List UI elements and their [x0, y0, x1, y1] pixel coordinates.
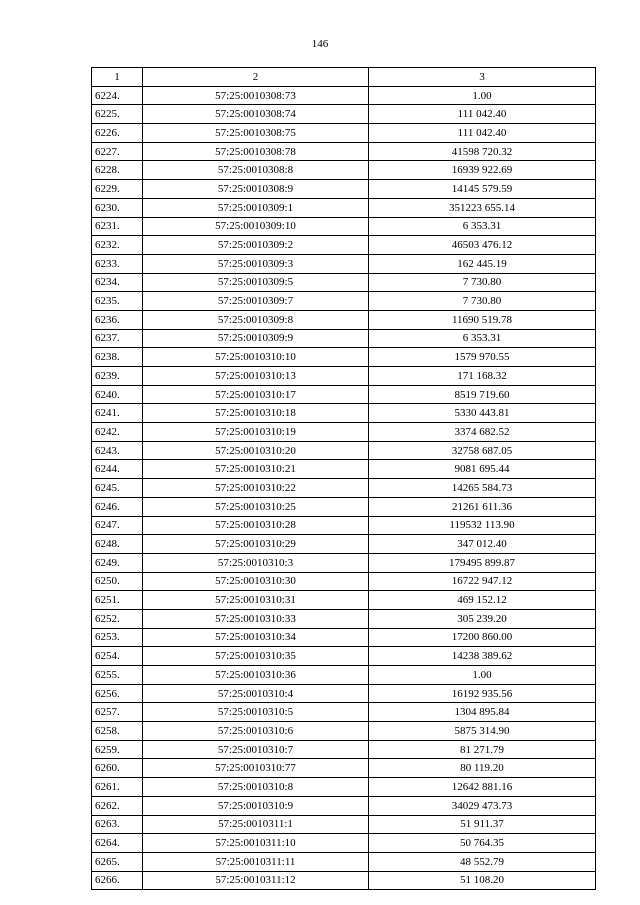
- cadastral-number-cell: 57:25:0010310:29: [143, 535, 369, 554]
- row-index-cell: 6224.: [92, 86, 143, 105]
- table-row: [92, 609, 596, 628]
- cadastral-value-cell: 8519 719.60: [369, 385, 596, 404]
- cadastral-number-cell: 57:25:0010309:5: [143, 273, 369, 292]
- cadastral-number-cell: 57:25:0010308:9: [143, 180, 369, 199]
- cadastral-value-cell: 51 911.37: [369, 815, 596, 834]
- row-index-cell: 6232.: [92, 236, 143, 255]
- cadastral-value-cell: 1.00: [369, 666, 596, 685]
- row-index-cell: 6247.: [92, 516, 143, 535]
- row-index-cell: 6248.: [92, 535, 143, 554]
- row-index-cell: 6227.: [92, 142, 143, 161]
- cadastral-value-cell: 14265 584.73: [369, 479, 596, 498]
- row-index-cell: 6231.: [92, 217, 143, 236]
- cadastral-number-cell: 57:25:0010310:77: [143, 759, 369, 778]
- table-row: [92, 441, 596, 460]
- cadastral-number-cell: 57:25:0010310:19: [143, 423, 369, 442]
- cadastral-value-cell: 162 445.19: [369, 254, 596, 273]
- cadastral-value-cell: 469 152.12: [369, 591, 596, 610]
- table-row: [92, 647, 596, 666]
- table-body: [92, 86, 596, 890]
- cadastral-number-cell: 57:25:0010309:3: [143, 254, 369, 273]
- cadastral-number-cell: 57:25:0010310:10: [143, 348, 369, 367]
- table-row: [92, 161, 596, 180]
- table-row: [92, 666, 596, 685]
- row-index-cell: 6251.: [92, 591, 143, 610]
- cadastral-number-cell: 57:25:0010311:11: [143, 852, 369, 871]
- table-row: [92, 703, 596, 722]
- cadastral-value-cell: 46503 476.12: [369, 236, 596, 255]
- table-row: [92, 852, 596, 871]
- table-row: [92, 310, 596, 329]
- cadastral-value-cell: 111 042.40: [369, 124, 596, 143]
- row-index-cell: 6242.: [92, 423, 143, 442]
- cadastral-value-cell: 1.00: [369, 86, 596, 105]
- cadastral-value-cell: 179495 899.87: [369, 553, 596, 572]
- cadastral-number-cell: 57:25:0010310:18: [143, 404, 369, 423]
- cadastral-number-cell: 57:25:0010310:3: [143, 553, 369, 572]
- cadastral-number-cell: 57:25:0010310:25: [143, 497, 369, 516]
- row-index-cell: 6243.: [92, 441, 143, 460]
- cadastral-number-cell: 57:25:0010311:1: [143, 815, 369, 834]
- cadastral-value-cell: 5875 314.90: [369, 722, 596, 741]
- table-row: [92, 684, 596, 703]
- table-row: [92, 572, 596, 591]
- cadastral-number-cell: 57:25:0010309:9: [143, 329, 369, 348]
- table-row: [92, 759, 596, 778]
- row-index-cell: 6236.: [92, 310, 143, 329]
- cadastral-number-cell: 57:25:0010310:33: [143, 609, 369, 628]
- row-index-cell: 6264.: [92, 834, 143, 853]
- row-index-cell: 6239.: [92, 367, 143, 386]
- cadastral-value-cell: 14238 389.62: [369, 647, 596, 666]
- table-row: [92, 423, 596, 442]
- row-index-cell: 6256.: [92, 684, 143, 703]
- table-row: [92, 329, 596, 348]
- table-row: [92, 236, 596, 255]
- cadastral-value-cell: 5330 443.81: [369, 404, 596, 423]
- cadastral-number-cell: 57:25:0010310:6: [143, 722, 369, 741]
- row-index-cell: 6265.: [92, 852, 143, 871]
- table-row: [92, 553, 596, 572]
- row-index-cell: 6257.: [92, 703, 143, 722]
- cadastral-value-cell: 7 730.80: [369, 292, 596, 311]
- cadastral-number-cell: 57:25:0010309:7: [143, 292, 369, 311]
- cadastral-value-cell: 14145 579.59: [369, 180, 596, 199]
- cadastral-number-cell: 57:25:0010309:1: [143, 198, 369, 217]
- row-index-cell: 6237.: [92, 329, 143, 348]
- cadastral-number-cell: 57:25:0010310:30: [143, 572, 369, 591]
- column-header-cadastral-number: 2: [143, 68, 369, 87]
- column-header-value: 3: [369, 68, 596, 87]
- cadastral-value-cell: 21261 611.36: [369, 497, 596, 516]
- cadastral-value-cell: 16722 947.12: [369, 572, 596, 591]
- cadastral-number-cell: 57:25:0010310:17: [143, 385, 369, 404]
- table-row: [92, 142, 596, 161]
- table-row: [92, 105, 596, 124]
- row-index-cell: 6244.: [92, 460, 143, 479]
- table-row: [92, 796, 596, 815]
- cadastral-value-cell: 16939 922.69: [369, 161, 596, 180]
- row-index-cell: 6260.: [92, 759, 143, 778]
- cadastral-value-cell: 32758 687.05: [369, 441, 596, 460]
- table-row: [92, 292, 596, 311]
- row-index-cell: 6254.: [92, 647, 143, 666]
- table-row: [92, 516, 596, 535]
- table-row: [92, 479, 596, 498]
- row-index-cell: 6233.: [92, 254, 143, 273]
- row-index-cell: 6228.: [92, 161, 143, 180]
- cadastral-value-cell: 111 042.40: [369, 105, 596, 124]
- table-row: [92, 367, 596, 386]
- row-index-cell: 6250.: [92, 572, 143, 591]
- cadastral-value-cell: 81 271.79: [369, 740, 596, 759]
- table-row: [92, 348, 596, 367]
- cadastral-number-cell: 57:25:0010310:9: [143, 796, 369, 815]
- table-row: [92, 591, 596, 610]
- table-row: [92, 497, 596, 516]
- row-index-cell: 6266.: [92, 871, 143, 890]
- cadastral-number-cell: 57:25:0010310:28: [143, 516, 369, 535]
- cadastral-number-cell: 57:25:0010310:13: [143, 367, 369, 386]
- cadastral-value-cell: 305 239.20: [369, 609, 596, 628]
- table-row: [92, 198, 596, 217]
- cadastral-value-cell: 1304 895.84: [369, 703, 596, 722]
- row-index-cell: 6238.: [92, 348, 143, 367]
- column-header-index: 1: [92, 68, 143, 87]
- row-index-cell: 6252.: [92, 609, 143, 628]
- table-row: [92, 535, 596, 554]
- cadastral-value-cell: 6 353.31: [369, 217, 596, 236]
- table-row: [92, 628, 596, 647]
- row-index-cell: 6246.: [92, 497, 143, 516]
- cadastral-value-cell: 16192 935.56: [369, 684, 596, 703]
- cadastral-number-cell: 57:25:0010310:22: [143, 479, 369, 498]
- cadastral-number-cell: 57:25:0010309:10: [143, 217, 369, 236]
- cadastral-value-cell: 171 168.32: [369, 367, 596, 386]
- row-index-cell: 6253.: [92, 628, 143, 647]
- row-index-cell: 6255.: [92, 666, 143, 685]
- cadastral-number-cell: 57:25:0010308:78: [143, 142, 369, 161]
- cadastral-number-cell: 57:25:0010309:8: [143, 310, 369, 329]
- table-row: [92, 180, 596, 199]
- row-index-cell: 6229.: [92, 180, 143, 199]
- row-index-cell: 6234.: [92, 273, 143, 292]
- table-row: [92, 86, 596, 105]
- cadastral-value-cell: 347 012.40: [369, 535, 596, 554]
- row-index-cell: 6230.: [92, 198, 143, 217]
- cadastral-number-cell: 57:25:0010311:12: [143, 871, 369, 890]
- cadastral-number-cell: 57:25:0010308:8: [143, 161, 369, 180]
- row-index-cell: 6226.: [92, 124, 143, 143]
- cadastral-value-cell: 7 730.80: [369, 273, 596, 292]
- cadastral-number-cell: 57:25:0010310:5: [143, 703, 369, 722]
- table-row: [92, 722, 596, 741]
- cadastral-number-cell: 57:25:0010310:7: [143, 740, 369, 759]
- cadastral-value-cell: 48 552.79: [369, 852, 596, 871]
- cadastral-number-cell: 57:25:0010310:8: [143, 778, 369, 797]
- cadastral-number-cell: 57:25:0010311:10: [143, 834, 369, 853]
- cadastral-number-cell: 57:25:0010310:4: [143, 684, 369, 703]
- table-row: [92, 254, 596, 273]
- row-index-cell: 6262.: [92, 796, 143, 815]
- row-index-cell: 6258.: [92, 722, 143, 741]
- cadastral-value-cell: 1579 970.55: [369, 348, 596, 367]
- cadastral-value-cell: 119532 113.90: [369, 516, 596, 535]
- row-index-cell: 6261.: [92, 778, 143, 797]
- page-number: 146: [311, 38, 329, 50]
- table-row: [92, 385, 596, 404]
- table-row: [92, 834, 596, 853]
- table-row: [92, 871, 596, 890]
- table-row: [92, 740, 596, 759]
- cadastral-value-cell: 6 353.31: [369, 329, 596, 348]
- table-row: [92, 124, 596, 143]
- table-header-row: [92, 68, 596, 87]
- cadastral-value-cell: 80 119.20: [369, 759, 596, 778]
- row-index-cell: 6240.: [92, 385, 143, 404]
- cadastral-value-cell: 51 108.20: [369, 871, 596, 890]
- cadastral-number-cell: 57:25:0010308:73: [143, 86, 369, 105]
- cadastral-value-cell: 3374 682.52: [369, 423, 596, 442]
- row-index-cell: 6225.: [92, 105, 143, 124]
- table-row: [92, 778, 596, 797]
- cadastral-value-cell: 34029 473.73: [369, 796, 596, 815]
- cadastral-number-cell: 57:25:0010310:34: [143, 628, 369, 647]
- cadastral-value-cell: 41598 720.32: [369, 142, 596, 161]
- table-row: [92, 815, 596, 834]
- cadastral-value-cell: 50 764.35: [369, 834, 596, 853]
- cadastral-value-cell: 17200 860.00: [369, 628, 596, 647]
- cadastral-value-table: [91, 67, 596, 890]
- row-index-cell: 6235.: [92, 292, 143, 311]
- cadastral-number-cell: 57:25:0010310:36: [143, 666, 369, 685]
- table-row: [92, 404, 596, 423]
- cadastral-value-cell: 11690 519.78: [369, 310, 596, 329]
- cadastral-number-cell: 57:25:0010310:20: [143, 441, 369, 460]
- table-row: [92, 460, 596, 479]
- cadastral-number-cell: 57:25:0010310:31: [143, 591, 369, 610]
- cadastral-value-cell: 351223 655.14: [369, 198, 596, 217]
- cadastral-number-cell: 57:25:0010308:75: [143, 124, 369, 143]
- row-index-cell: 6241.: [92, 404, 143, 423]
- table-row: [92, 217, 596, 236]
- cadastral-number-cell: 57:25:0010308:74: [143, 105, 369, 124]
- cadastral-value-cell: 12642 881.16: [369, 778, 596, 797]
- cadastral-number-cell: 57:25:0010310:35: [143, 647, 369, 666]
- cadastral-value-cell: 9081 695.44: [369, 460, 596, 479]
- row-index-cell: 6245.: [92, 479, 143, 498]
- row-index-cell: 6263.: [92, 815, 143, 834]
- row-index-cell: 6249.: [92, 553, 143, 572]
- row-index-cell: 6259.: [92, 740, 143, 759]
- cadastral-number-cell: 57:25:0010309:2: [143, 236, 369, 255]
- table-row: [92, 273, 596, 292]
- cadastral-number-cell: 57:25:0010310:21: [143, 460, 369, 479]
